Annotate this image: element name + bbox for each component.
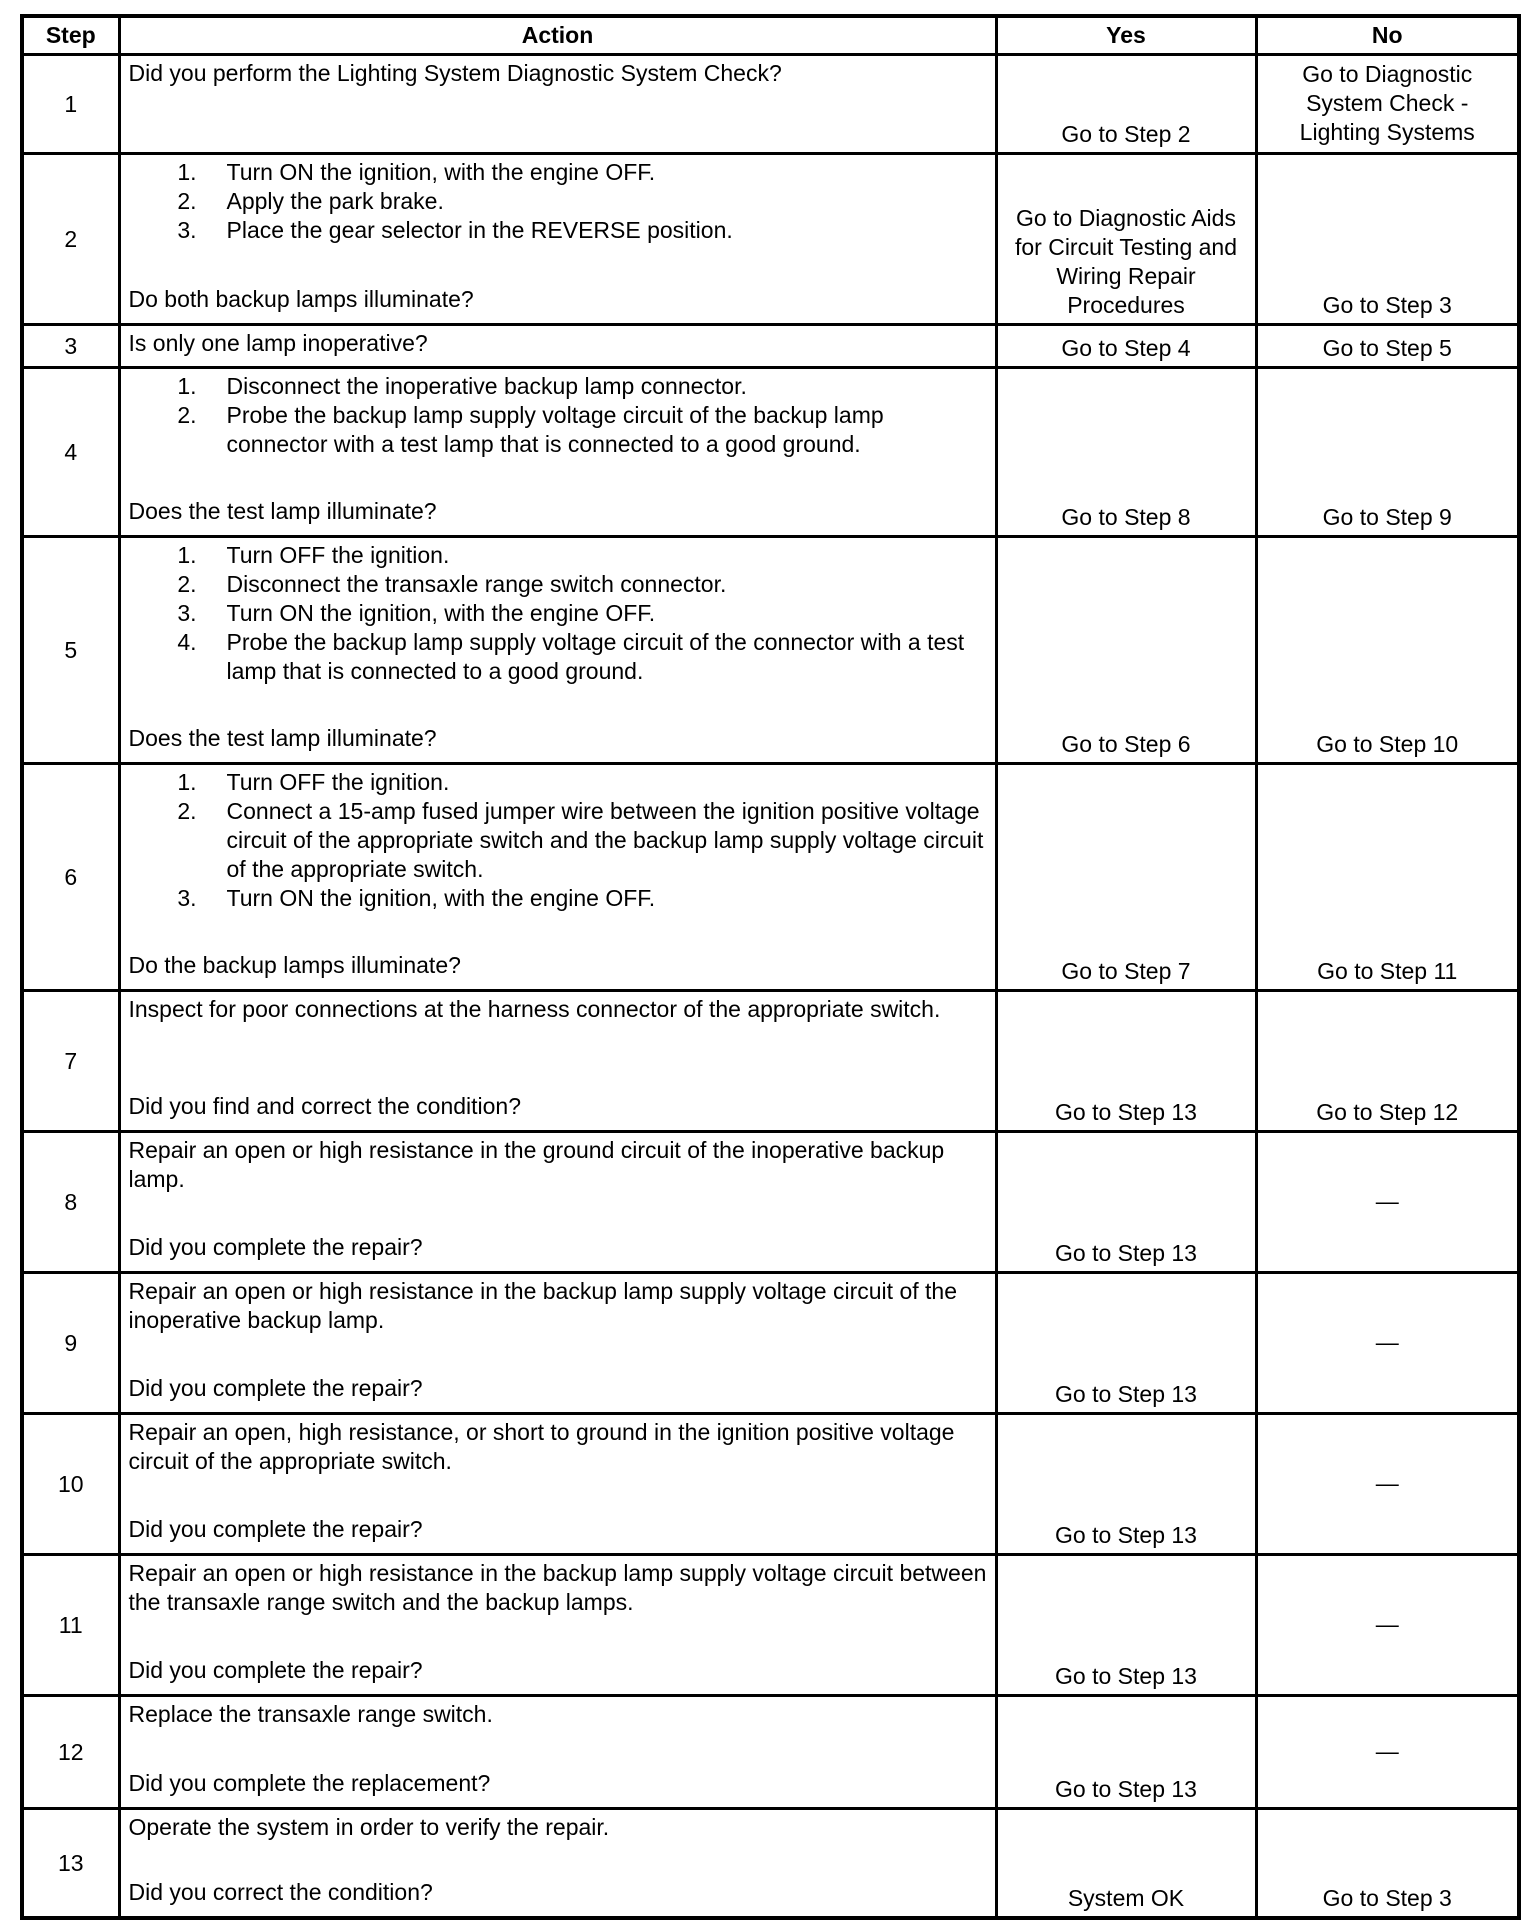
action-body: [129, 541, 987, 686]
action-text: Replace the transaxle range switch.: [128, 1701, 493, 1727]
action-step-text: Disconnect the inoperative backup lamp connector.: [226, 373, 747, 399]
action-step-item: [129, 187, 987, 216]
action-step-number: 3.: [177, 600, 197, 626]
table-row: [22, 368, 1519, 537]
yes-result: Go to Step 6: [996, 537, 1256, 764]
action-question: Did you complete the repair?: [128, 1657, 423, 1683]
action-step-number: 1.: [177, 373, 197, 399]
action-text: Repair an open, high resistance, or short to ground in the ignition positive voltage circuit of the appropriate switch.: [128, 1419, 955, 1474]
no-result: —: [1256, 1555, 1519, 1696]
action-step-text: Probe the backup lamp supply voltage circuit of the backup lamp connector with a test lamp that is connected to a good ground.: [226, 402, 884, 457]
action-step-number: 1.: [177, 159, 197, 185]
yes-result: Go to Step 4: [996, 325, 1256, 368]
action-text: Operate the system in order to verify the repair.: [128, 1814, 610, 1840]
step-number: 2: [22, 154, 119, 325]
action-step-item: [129, 158, 987, 187]
action-question: Do both backup lamps illuminate?: [128, 286, 474, 312]
action-cell: [119, 764, 996, 991]
action-text: Did you perform the Lighting System Diagnostic System Check?: [128, 60, 782, 86]
step-number: 12: [22, 1696, 119, 1809]
action-step-text: Turn ON the ignition, with the engine OFF.: [226, 600, 656, 626]
action-text: Is only one lamp inoperative?: [128, 330, 428, 356]
yes-result: Go to Step 7: [996, 764, 1256, 991]
action-step-item: [129, 401, 987, 459]
action-body: [129, 158, 987, 245]
action-text: Repair an open or high resistance in the backup lamp supply voltage circuit of the inoperative backup lamp.: [128, 1278, 957, 1333]
step-number: 3: [22, 325, 119, 368]
table-body: [22, 55, 1519, 1919]
action-body: [129, 1418, 987, 1476]
table-row: [22, 154, 1519, 325]
header-action: Action: [119, 16, 996, 55]
action-step-text: Turn ON the ignition, with the engine OFF.: [226, 885, 656, 911]
action-step-text: Turn OFF the ignition.: [226, 769, 450, 795]
header-row: [22, 16, 1519, 55]
step-number: 4: [22, 368, 119, 537]
action-step-number: 2.: [177, 571, 197, 597]
action-text: Repair an open or high resistance in the backup lamp supply voltage circuit between the transaxle range switch and the backup lamps.: [128, 1560, 987, 1615]
action-body: [129, 995, 987, 1024]
action-body: [129, 1700, 987, 1729]
action-step-item: [129, 599, 987, 628]
action-cell: [119, 1273, 996, 1414]
table-row: [22, 1273, 1519, 1414]
no-result: Go to Step 3: [1256, 154, 1519, 325]
no-result: Go to Diagnostic System Check - Lighting Systems: [1256, 55, 1519, 154]
table-row: [22, 55, 1519, 154]
action-cell: [119, 1414, 996, 1555]
action-step-item: [129, 884, 987, 913]
table-row: [22, 1696, 1519, 1809]
action-body: [129, 372, 987, 459]
action-cell: [119, 991, 996, 1132]
action-cell: [119, 537, 996, 764]
action-question: Do the backup lamps illuminate?: [128, 952, 461, 978]
step-number: 5: [22, 537, 119, 764]
action-body: [129, 1136, 987, 1194]
action-step-text: Turn ON the ignition, with the engine OFF.: [226, 159, 656, 185]
action-question: Does the test lamp illuminate?: [128, 498, 437, 524]
yes-result: Go to Step 8: [996, 368, 1256, 537]
action-question: Did you complete the repair?: [128, 1516, 423, 1542]
action-steps-list: [129, 541, 987, 686]
action-step-text: Apply the park brake.: [226, 188, 444, 214]
action-step-number: 1.: [177, 542, 197, 568]
no-result: —: [1256, 1414, 1519, 1555]
step-number: 13: [22, 1809, 119, 1919]
action-question: Did you complete the repair?: [128, 1234, 423, 1260]
yes-result: Go to Step 13: [996, 1696, 1256, 1809]
action-body: [129, 1559, 987, 1617]
table-row: [22, 1809, 1519, 1919]
header-no: No: [1256, 16, 1519, 55]
action-body: [129, 1277, 987, 1335]
action-step-item: [129, 628, 987, 686]
action-step-text: Turn OFF the ignition.: [226, 542, 450, 568]
action-step-number: 2.: [177, 798, 197, 824]
action-step-text: Disconnect the transaxle range switch connector.: [226, 571, 727, 597]
step-number: 11: [22, 1555, 119, 1696]
yes-result: Go to Step 2: [996, 55, 1256, 154]
action-step-number: 3.: [177, 217, 197, 243]
action-cell: [119, 154, 996, 325]
no-result: Go to Step 9: [1256, 368, 1519, 537]
yes-result: Go to Step 13: [996, 1132, 1256, 1273]
no-result: Go to Step 11: [1256, 764, 1519, 991]
yes-result: Go to Step 13: [996, 991, 1256, 1132]
action-body: [129, 59, 987, 88]
action-text: Repair an open or high resistance in the ground circuit of the inoperative backup lamp.: [128, 1137, 945, 1192]
no-result: Go to Step 10: [1256, 537, 1519, 764]
action-cell: [119, 325, 996, 368]
action-steps-list: [129, 372, 987, 459]
no-result: Go to Step 3: [1256, 1809, 1519, 1919]
action-cell: [119, 55, 996, 154]
action-question: Did you complete the replacement?: [128, 1770, 491, 1796]
no-result: —: [1256, 1132, 1519, 1273]
step-number: 8: [22, 1132, 119, 1273]
action-step-number: 4.: [177, 629, 197, 655]
step-number: 1: [22, 55, 119, 154]
action-question: Did you complete the repair?: [128, 1375, 423, 1401]
step-number: 6: [22, 764, 119, 991]
table-row: [22, 325, 1519, 368]
yes-result: Go to Step 13: [996, 1273, 1256, 1414]
action-step-text: Probe the backup lamp supply voltage circuit of the connector with a test lamp that is connected to a good ground.: [226, 629, 965, 684]
no-result: —: [1256, 1696, 1519, 1809]
action-question: Did you correct the condition?: [128, 1879, 433, 1905]
header-yes: Yes: [996, 16, 1256, 55]
action-cell: [119, 1809, 996, 1919]
action-step-item: [129, 541, 987, 570]
action-cell: [119, 1696, 996, 1809]
table-row: [22, 537, 1519, 764]
action-text: Inspect for poor connections at the harness connector of the appropriate switch.: [128, 996, 941, 1022]
step-number: 10: [22, 1414, 119, 1555]
header-step: Step: [22, 16, 119, 55]
step-number: 9: [22, 1273, 119, 1414]
action-question: Did you find and correct the condition?: [128, 1093, 522, 1119]
no-result: Go to Step 12: [1256, 991, 1519, 1132]
action-cell: [119, 1132, 996, 1273]
action-step-item: [129, 570, 987, 599]
action-step-number: 2.: [177, 188, 197, 214]
action-question: Does the test lamp illuminate?: [128, 725, 437, 751]
action-steps-list: [129, 158, 987, 245]
action-cell: [119, 1555, 996, 1696]
action-cell: [119, 368, 996, 537]
yes-result: Go to Step 13: [996, 1555, 1256, 1696]
action-step-item: [129, 216, 987, 245]
action-step-item: [129, 372, 987, 401]
action-step-text: Place the gear selector in the REVERSE position.: [226, 217, 733, 243]
table-row: [22, 1414, 1519, 1555]
step-number: 7: [22, 991, 119, 1132]
action-step-item: [129, 768, 987, 797]
action-body: [129, 768, 987, 913]
table-row: [22, 1555, 1519, 1696]
action-body: [129, 1813, 987, 1842]
action-step-number: 1.: [177, 769, 197, 795]
action-step-text: Connect a 15-amp fused jumper wire between the ignition positive voltage circuit of the appropriate switch and the backup lamp supply voltage circuit of the appropriate switch.: [226, 798, 984, 882]
no-result: —: [1256, 1273, 1519, 1414]
action-step-item: [129, 797, 987, 884]
action-step-number: 2.: [177, 402, 197, 428]
table-row: [22, 764, 1519, 991]
table-row: [22, 991, 1519, 1132]
no-result: Go to Step 5: [1256, 325, 1519, 368]
diagnostic-table: [20, 14, 1521, 1920]
table-row: [22, 1132, 1519, 1273]
yes-result: System OK: [996, 1809, 1256, 1919]
action-steps-list: [129, 768, 987, 913]
action-step-number: 3.: [177, 885, 197, 911]
action-body: [129, 329, 987, 358]
yes-result: Go to Diagnostic Aids for Circuit Testing and Wiring Repair Procedures: [996, 154, 1256, 325]
yes-result: Go to Step 13: [996, 1414, 1256, 1555]
